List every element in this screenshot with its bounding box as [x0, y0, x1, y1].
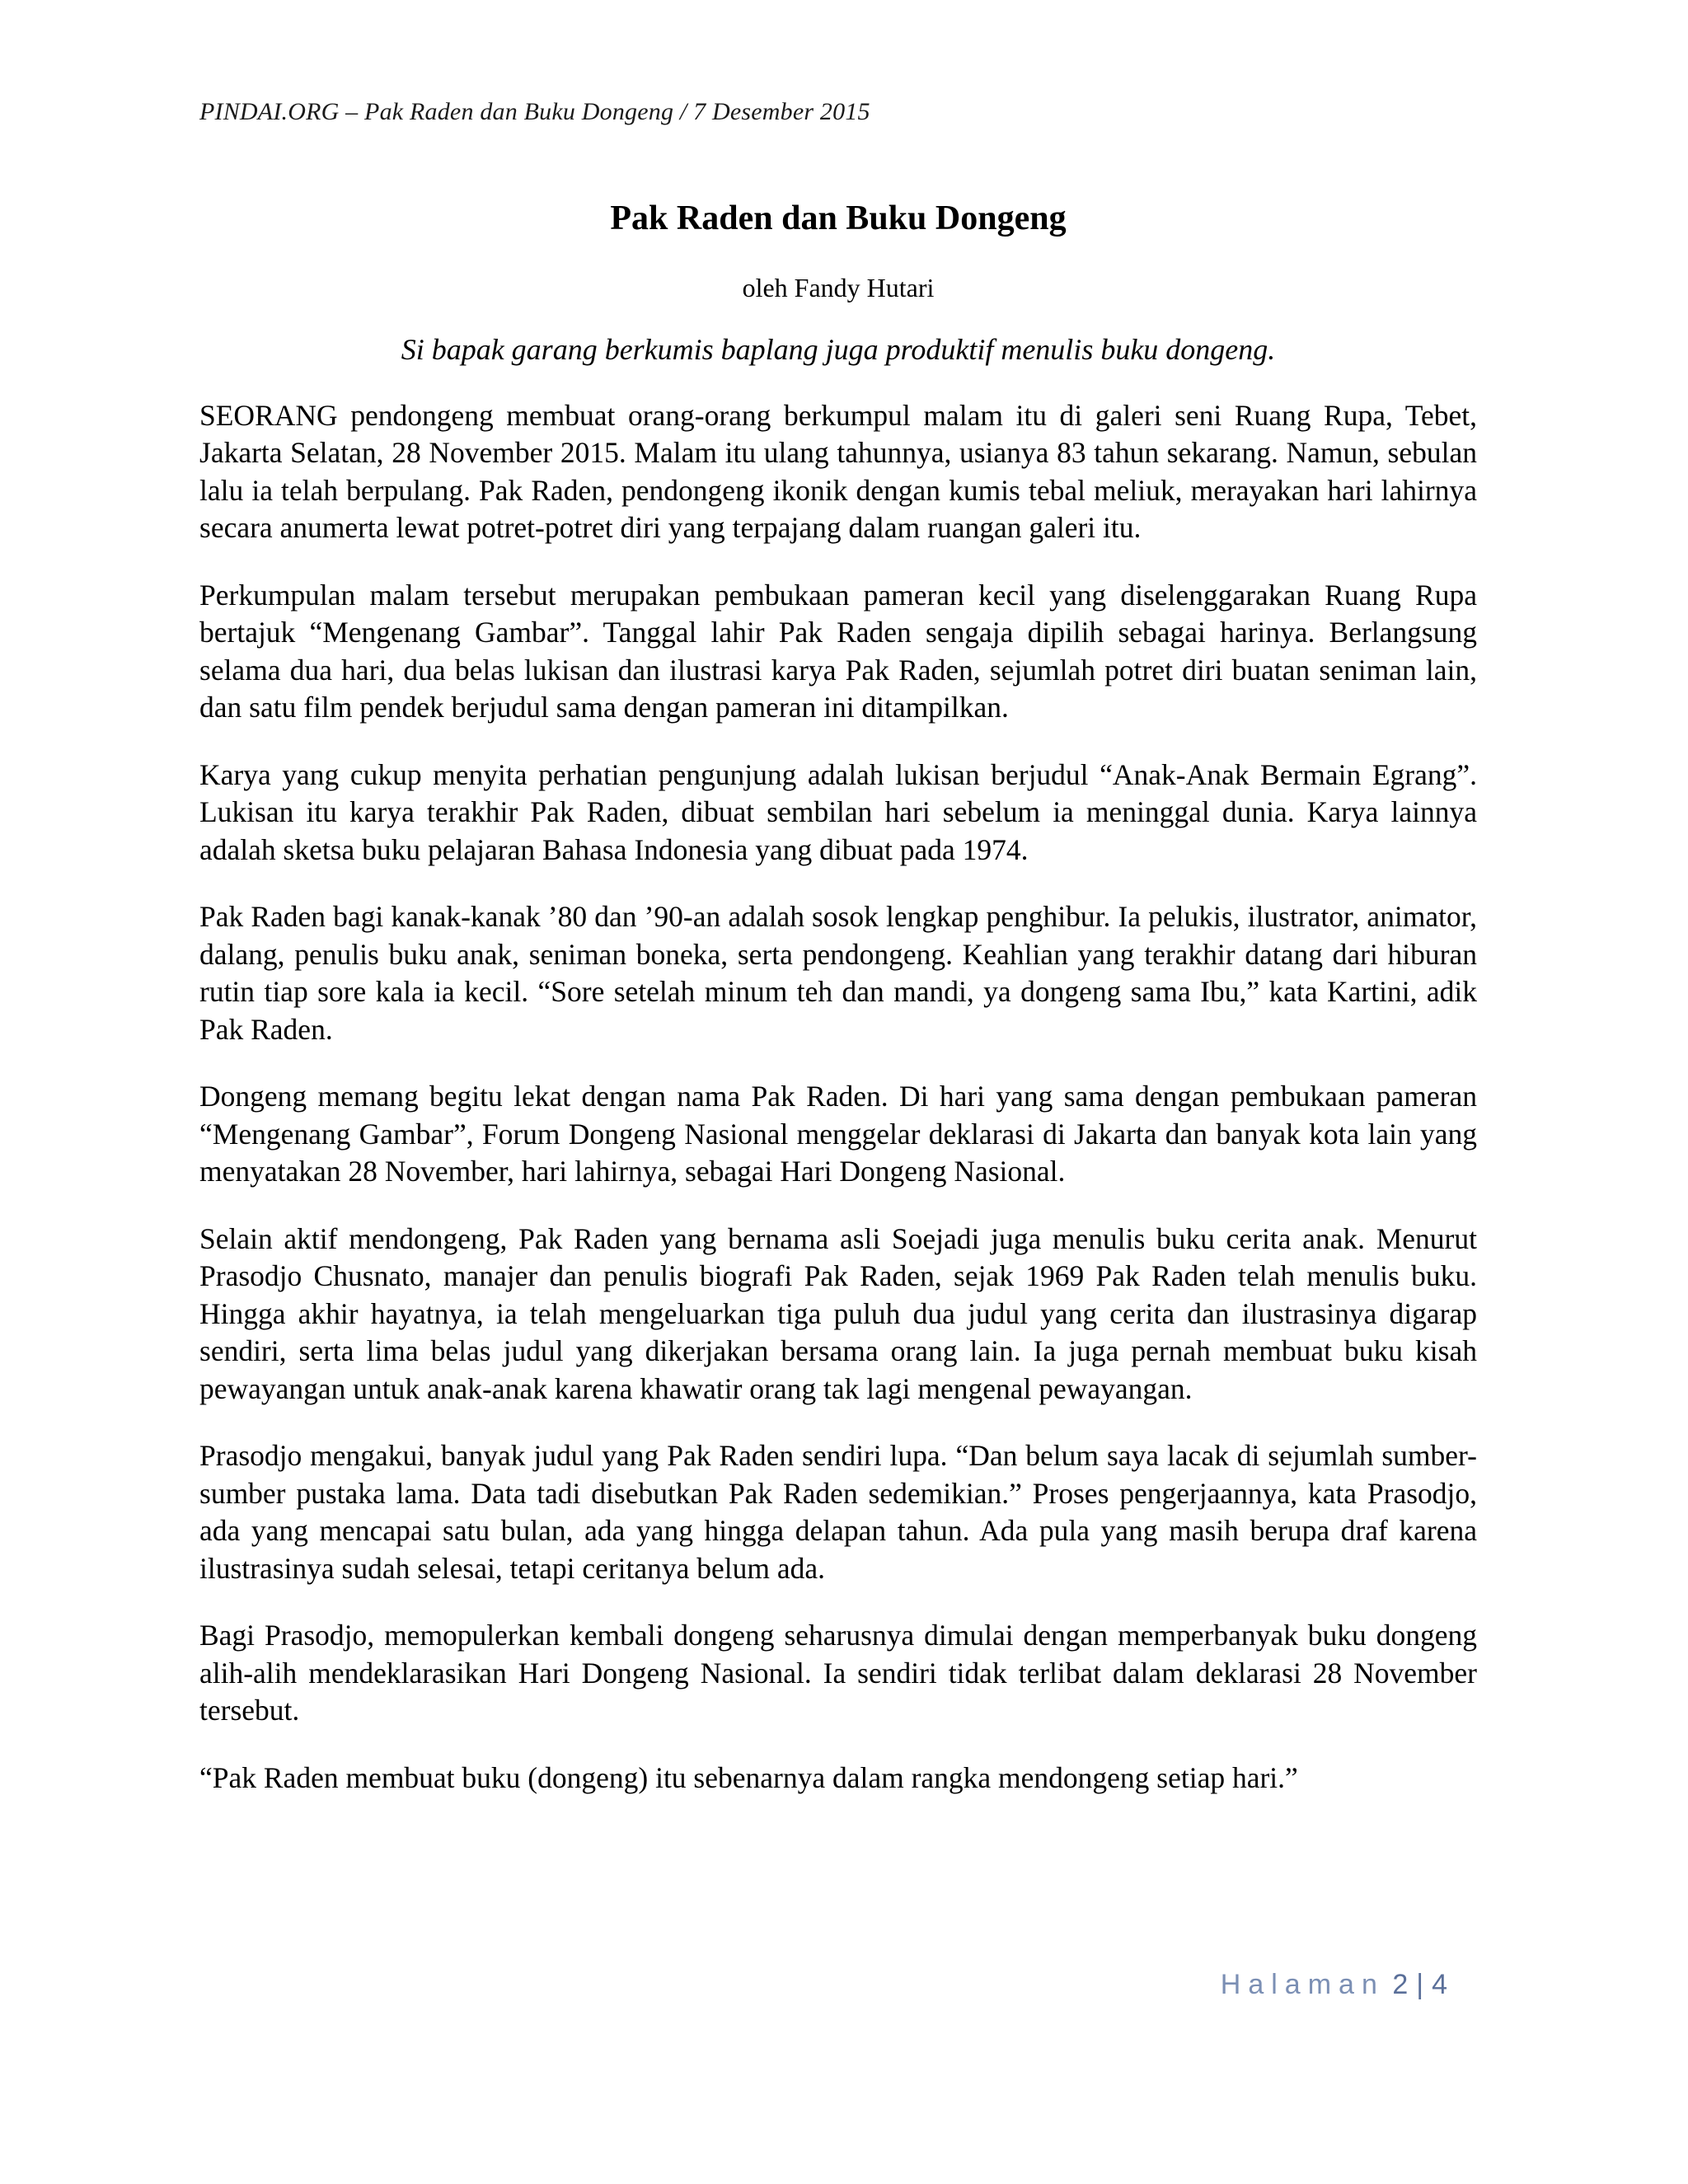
article	[199, 198, 1477, 1826]
page-separator: |	[1416, 1969, 1424, 2000]
article-byline: oleh Fandy Hutari	[742, 273, 935, 303]
paragraph: Bagi Prasodjo, memopulerkan kembali dongeng seharusnya dimulai dengan memperbanyak buku dongeng alih-alih mendeklarasikan Hari Dongeng Nasional. Ia sendiri tidak terlibat dalam deklarasi 28 November tersebut.	[199, 1619, 1477, 1727]
running-header: PINDAI.ORG – Pak Raden dan Buku Dongeng / 7 Desember 2015	[199, 98, 870, 125]
article-lede: Si bapak garang berkumis baplang juga produktif menulis buku dongeng.	[401, 332, 1276, 366]
paragraph: Perkumpulan malam tersebut merupakan pembukaan pameran kecil yang diselenggarakan Ruang Rupa bertajuk “Mengenang Gambar”. Tanggal lahir Pak Raden sengaja dipilih sebagai harinya. Berlangsung selama dua hari, dua belas lukisan dan ilustrasi karya Pak Raden, sejumlah potret diri buatan seniman lain, dan satu film pendek berjudul sama dengan pameran ini ditampilkan.	[199, 578, 1477, 724]
total-page-count: 4	[1432, 1969, 1447, 2000]
paragraph: Dongeng memang begitu lekat dengan nama Pak Raden. Di hari yang sama dengan pembukaan pameran “Mengenang Gambar”, Forum Dongeng Nasional menggelar deklarasi di Jakarta dan banyak kota lain yang menyatakan 28 November, hari lahirnya, sebagai Hari Dongeng Nasional.	[199, 1080, 1477, 1188]
paragraph: Selain aktif mendongeng, Pak Raden yang bernama asli Soejadi juga menulis buku cerita anak. Menurut Prasodjo Chusnato, manajer dan penulis biografi Pak Raden, sejak 1969 Pak Raden telah menulis buku. Hingga akhir hayatnya, ia telah mengeluarkan tiga puluh dua judul yang cerita dan ilustrasinya digarap sendiri, serta lima belas judul yang dikerjakan bersama orang lain. Ia juga pernah membuat buku kisah pewayangan untuk anak-anak karena khawatir orang tak lagi mengenal pewayangan.	[199, 1221, 1477, 1405]
paragraph: Pak Raden bagi kanak-kanak ’80 dan ’90-an adalah sosok lengkap penghibur. Ia pelukis, ilustrator, animator, dalang, penulis buku anak, seniman boneka, serta pendongeng. Keahlian yang terakhir datang dari hiburan rutin tiap sore kala ia kecil. “Sore setelah minum teh dan mandi, ya dongeng sama Ibu,” kata Kartini, adik Pak Raden.	[199, 900, 1477, 1046]
closing-quote-paragraph: “Pak Raden membuat buku (dongeng) itu sebenarnya dalam rangka mendongeng setiap hari.”	[199, 1760, 1298, 1794]
page-label: Halaman	[1220, 1969, 1385, 2000]
page-number-footer	[1221, 1969, 1447, 2001]
article-title: Pak Raden dan Buku Dongeng	[610, 199, 1067, 237]
paragraph: Prasodjo mengakui, banyak judul yang Pak Raden sendiri lupa. “Dan belum saya lacak di sejumlah sumber-sumber pustaka lama. Data tadi disebutkan Pak Raden sedemikian.” Proses pengerjaannya, kata Prasodjo, ada yang mencapai satu bulan, ada yang hingga delapan tahun. Ada pula yang masih berupa draf karena ilustrasinya sudah selesai, tetapi ceritanya belum ada.	[199, 1439, 1477, 1585]
paragraph: SEORANG pendongeng membuat orang-orang berkumpul malam itu di galeri seni Ruang Rupa, Tebet, Jakarta Selatan, 28 November 2015. Malam itu ulang tahunnya, usianya 83 tahun sekarang. Namun, sebulan lalu ia telah berpulang. Pak Raden, pendongeng ikonik dengan kumis tebal meliuk, merayakan hari lahirnya secara anumerta lewat potret-potret diri yang terpajang dalam ruangan galeri itu.	[199, 398, 1477, 545]
paragraph: Karya yang cukup menyita perhatian pengunjung adalah lukisan berjudul “Anak-Anak Bermain Egrang”. Lukisan itu karya terakhir Pak Raden, dibuat sembilan hari sebelum ia meninggal dunia. Karya lainnya adalah sketsa buku pelajaran Bahasa Indonesia yang dibuat pada 1974.	[199, 757, 1477, 866]
article-body	[199, 397, 1477, 1797]
current-page-number: 2	[1392, 1969, 1409, 2000]
